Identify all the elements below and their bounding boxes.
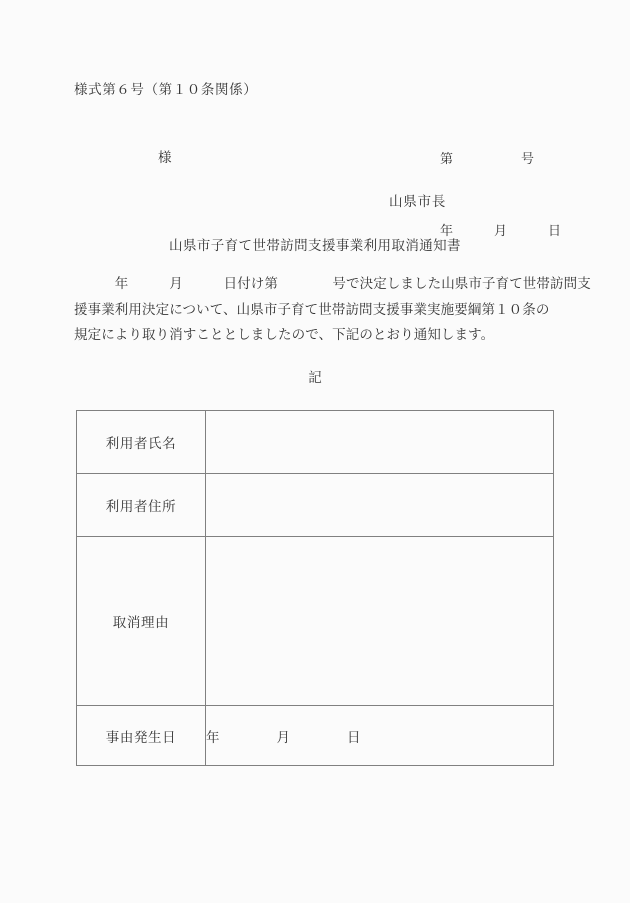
table-row	[77, 706, 554, 766]
table-row	[77, 474, 554, 537]
body-line: 援事業利用決定について、山県市子育て世帯訪問支援事業実施要綱第１０条の	[74, 301, 550, 318]
addressee-suffix: 様	[158, 150, 172, 166]
body-line: 年 月 日付け第 号で決定しました山県市子育て世帯訪問支	[74, 276, 591, 292]
document-number-line: 第 号	[440, 152, 535, 167]
document-date-line: 年 月 日	[440, 224, 562, 239]
row-value-occurrence-date[interactable]: 年 月 日	[206, 706, 554, 766]
ki-mark: 記	[308, 370, 322, 386]
row-value-cancellation-reason[interactable]	[206, 537, 554, 706]
row-value-user-name[interactable]	[206, 411, 554, 474]
table-row	[77, 537, 554, 706]
issuer-name: 山県市長	[389, 194, 447, 210]
notification-detail-table	[76, 410, 554, 766]
document-meta-block	[440, 100, 562, 292]
row-label-user-name: 利用者氏名	[77, 411, 206, 474]
row-label-user-address: 利用者住所	[77, 474, 206, 537]
page-title: 山県市子育て世帯訪問支援事業利用取消通知書	[169, 238, 461, 254]
table-row	[77, 411, 554, 474]
body-line: 規定により取り消すこととしましたので、下記のとおり通知します。	[74, 327, 495, 343]
form-number: 様式第６号（第１０条関係）	[74, 82, 258, 98]
row-label-occurrence-date: 事由発生日	[77, 706, 206, 766]
row-value-user-address[interactable]	[206, 474, 554, 537]
row-label-cancellation-reason: 取消理由	[77, 537, 206, 706]
body-paragraph	[74, 272, 591, 349]
